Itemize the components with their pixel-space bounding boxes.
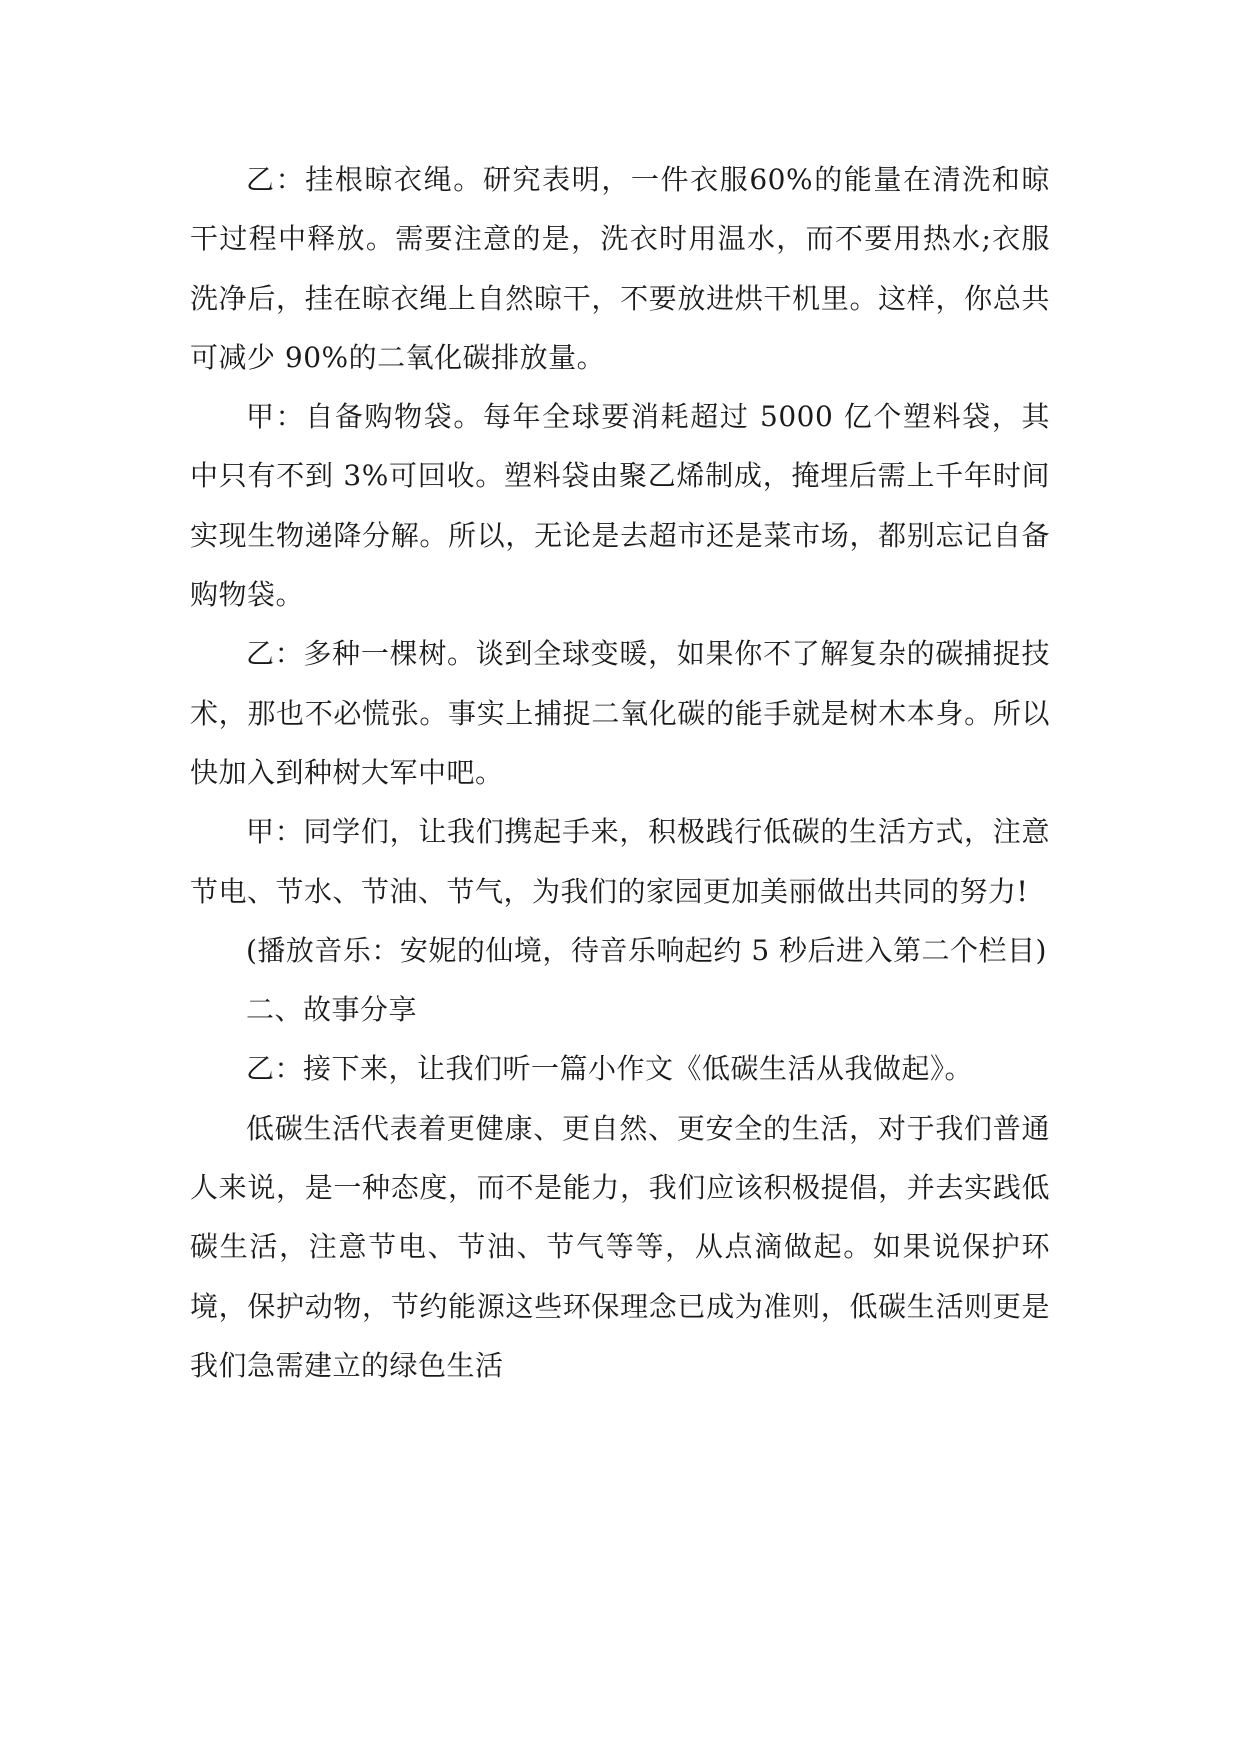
paragraph-essay-intro: 乙：接下来，让我们听一篇小作文《低碳生活从我做起》。 (246, 1052, 974, 1086)
paragraph-shopping-bag: 甲：自备购物袋。每年全球要消耗超过 5000 亿个塑料袋，其中只有不到 3%可回收。塑料袋由聚乙烯制成，掩埋后需上千年时间实现生物递降分解。所以，无论是去超市还是菜市场，都别忘记自备购物袋。 (190, 400, 1050, 612)
section-heading-story-sharing: 二、故事分享 (246, 993, 418, 1027)
paragraph-call-to-action: 甲：同学们，让我们携起手来，积极践行低碳的生活方式，注意节电、节水、节油、节气，为我们的家园更加美丽做出共同的努力! (190, 815, 1050, 908)
document-page (190, 150, 1050, 1395)
paragraph-music-note: (播放音乐：安妮的仙境，待音乐响起约 5 秒后进入第二个栏目) (246, 933, 1047, 967)
paragraph-essay-body: 低碳生活代表着更健康、更自然、更安全的生活，对于我们普通人来说，是一种态度，而不是能力，我们应该积极提倡，并去实践低碳生活，注意节电、节油、节气等等，从点滴做起。如果说保护环境，保护动物，节约能源这些环保理念已成为准则，低碳生活则更是我们急需建立的绿色生活 (190, 1111, 1050, 1382)
paragraph-drying-rope: 乙：挂根晾衣绳。研究表明，一件衣服60%的能量在清洗和晾干过程中释放。需要注意的是，洗衣时用温水，而不要用热水;衣服洗净后，挂在晾衣绳上自然晾干，不要放进烘干机里。这样，你总共可减少 90%的二氧化碳排放量。 (190, 163, 1050, 374)
paragraph-plant-tree: 乙：多种一棵树。谈到全球变暖，如果你不了解复杂的碳捕捉技术，那也不必慌张。事实上捕捉二氧化碳的能手就是树木本身。所以快加入到种树大军中吧。 (190, 637, 1050, 789)
